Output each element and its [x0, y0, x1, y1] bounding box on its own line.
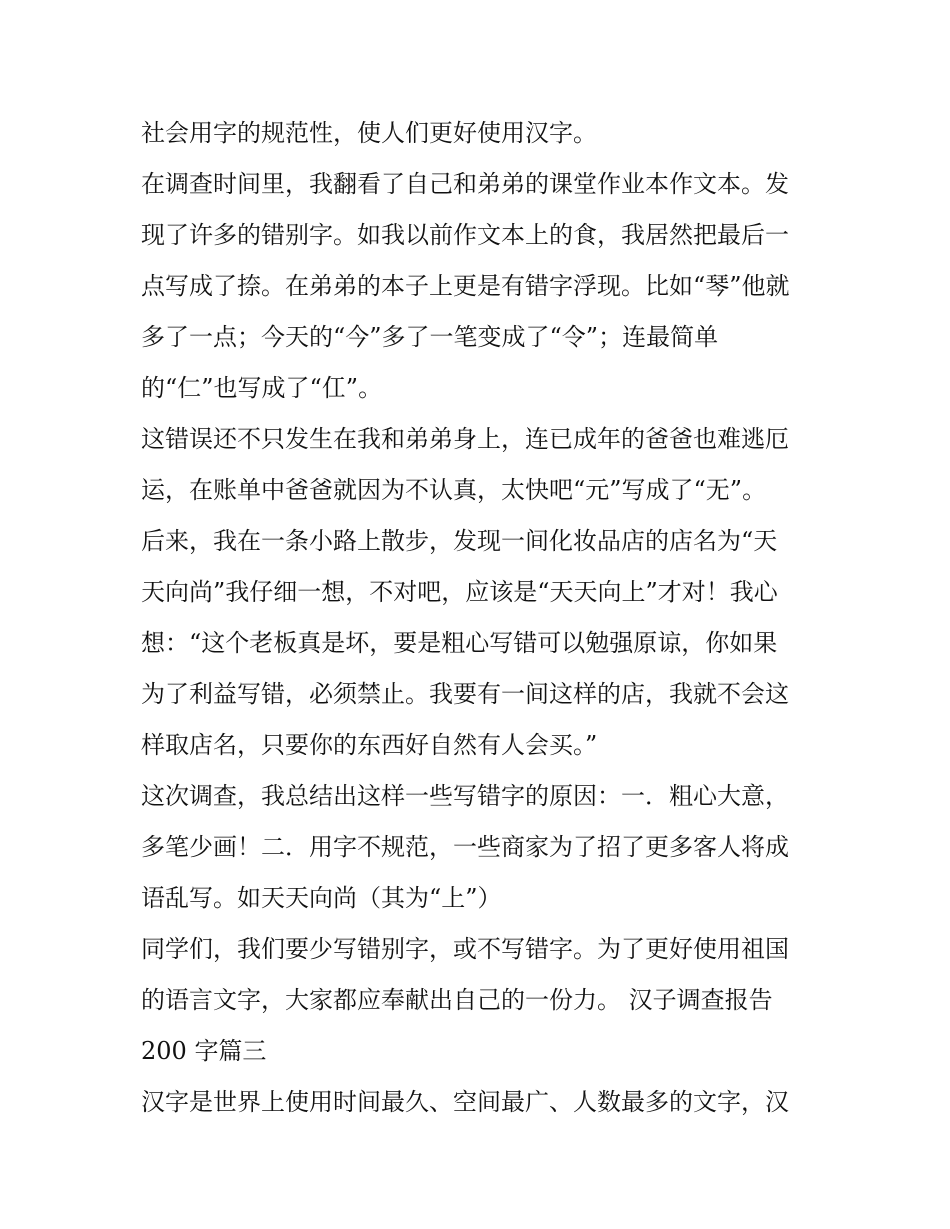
- text-line: 点写成了捺。在弟弟的本子上更是有错字浮现。比如“琴”他就: [141, 272, 790, 300]
- text-line: 多了一点；今天的“今”多了一笔变成了“令”；连最简单: [141, 323, 719, 351]
- text-line: 为了利益写错，必须禁止。我要有一间这样的店，我就不会这: [141, 680, 789, 708]
- text-line: 这次调查，我总结出这样一些写错字的原因：一．粗心大意，: [141, 782, 789, 810]
- text-line: 想：“这个老板真是坏，要是粗心写错可以勉强原谅，你如果: [141, 629, 778, 657]
- text-line: 汉字是世界上使用时间最久、空间最广、人数最多的文字，汉: [141, 1088, 789, 1116]
- document-body: [141, 108, 813, 1128]
- text-line: 多笔少画！二．用字不规范，一些商家为了招了更多客人将成: [141, 833, 789, 861]
- text-line: 的“仁”也写成了“仜”。: [141, 374, 383, 402]
- text-line: 语乱写。如天天向尚（其为“上”）: [141, 884, 502, 912]
- text-line: 运，在账单中爸爸就因为不认真，太快吧“元”写成了“无”。: [141, 476, 767, 504]
- text-line: 这错误还不只发生在我和弟弟身上，连已成年的爸爸也难逃厄: [141, 425, 789, 453]
- text-line: 的语言文字，大家都应奉献出自己的一份力。 汉子调查报告: [141, 986, 773, 1014]
- text-line: 现了许多的错别字。如我以前作文本上的食，我居然把最后一: [141, 221, 789, 249]
- text-line: 在调查时间里，我翻看了自己和弟弟的课堂作业本作文本。发: [141, 170, 789, 198]
- text-line: 后来，我在一条小路上散步，发现一间化妆品店的店名为“天: [141, 527, 778, 555]
- text-line: 社会用字的规范性，使人们更好使用汉字。: [141, 119, 597, 147]
- text-line: 200 字篇三: [141, 1037, 267, 1065]
- text-line: 同学们，我们要少写错别字，或不写错字。为了更好使用祖国: [141, 935, 789, 963]
- text-line: 天向尚”我仔细一想，不对吧，应该是“天天向上”才对！我心: [141, 578, 778, 606]
- text-line: 样取店名，只要你的东西好自然有人会买。”: [141, 731, 598, 759]
